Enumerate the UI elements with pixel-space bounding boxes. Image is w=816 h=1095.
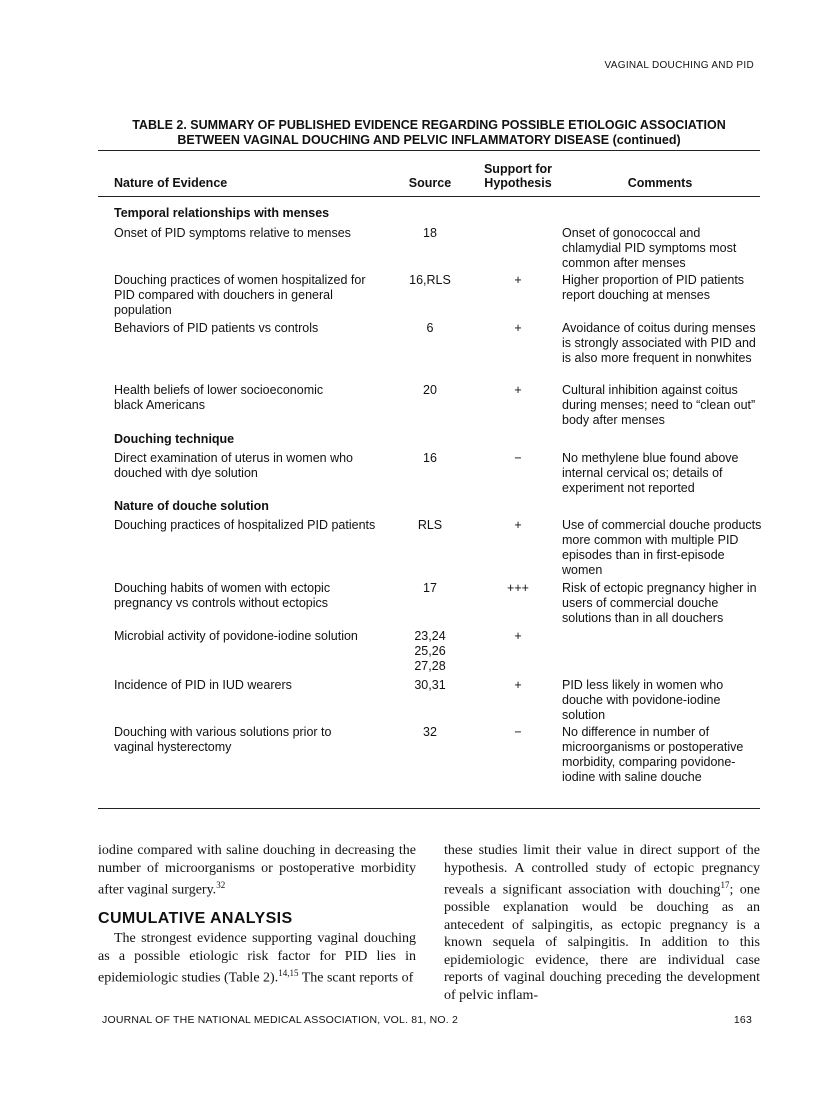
body-left-paragraph-1-text: iodine compared with saline douching in decreasing the number of microorganisms or postoperative morbidity after vaginal surgery. [98, 843, 416, 898]
row-7-support: +++ [507, 581, 529, 595]
row-6-comments: Use of commercial douche products more common with multiple PID episodes than in first-episode women [562, 518, 762, 577]
row-2-nature: Douching practices of women hospitalized for PID compared with douchers in general population [114, 273, 366, 317]
row-9-support: + [514, 678, 522, 692]
section-solution: Nature of douche solution [114, 499, 269, 513]
col-header-support-line-1: Support for [483, 162, 553, 176]
row-3-nature: Behaviors of PID patients vs controls [114, 321, 319, 335]
row-3-comments: Avoidance of coitus during menses is strongly associated with PID and is also more frequent in nonwhites [562, 321, 756, 365]
row-7-source: 17 [423, 581, 437, 595]
row-1-nature: Onset of PID symptoms relative to menses [114, 226, 351, 240]
row-9-nature: Incidence of PID in IUD wearers [114, 678, 292, 692]
footer-page-number: 163 [733, 1014, 752, 1026]
table-bottom-rule [98, 808, 760, 809]
row-6-support: + [514, 518, 522, 532]
row-8-support: + [514, 629, 522, 643]
row-4-comments: Cultural inhibition against coitus during menses; need to “clean out” body after menses [562, 383, 756, 427]
row-7-comments: Risk of ectopic pregnancy higher in users of commercial douche solutions than in all douchers [562, 581, 757, 625]
row-9-comments: PID less likely in women who douche with povidone-iodine solution [562, 678, 724, 722]
row-2-comments: Higher proportion of PID patients report douching at menses [562, 273, 745, 302]
section-technique: Douching technique [114, 432, 235, 446]
body-left-paragraph-2-text: The strongest evidence supporting vaginal douching as a possible etiologic risk factor for PID lies in epidemiologic studies (Table 2). [98, 931, 416, 986]
body-right-paragraph [444, 842, 760, 1004]
running-header: VAGINAL DOUCHING AND PID [604, 60, 754, 71]
col-header-nature: Nature of Evidence [114, 176, 228, 190]
section-temporal: Temporal relationships with menses [114, 206, 330, 220]
col-header-support [478, 162, 558, 190]
row-5-comments: No methylene blue found above internal cervical os; details of experiment not reported [562, 451, 739, 495]
col-header-comments: Comments [627, 176, 693, 190]
table-header-rule [98, 196, 760, 197]
body-right-paragraph-text-2: ; one possible explanation would be douching as an antecedent of salpingitis, as ectopic pregnancy is a known sequela of salpingitis. In addition to this epidemiologic evidence, there are individual case reports of vaginal douching preceding the development of pelvic inflam- [444, 882, 760, 1003]
row-3-source: 6 [426, 321, 434, 335]
row-9-source: 30,31 [414, 678, 446, 692]
table-top-rule [98, 150, 760, 151]
row-2-support: + [514, 273, 522, 287]
body-left-paragraph-2-tail: The scant reports of [298, 970, 414, 986]
row-2-source: 16,RLS [409, 273, 451, 287]
body-left-paragraph-1-ref: 32 [216, 880, 226, 890]
row-10-support: − [514, 725, 522, 739]
row-5-nature: Direct examination of uterus in women who douched with dye solution [114, 451, 354, 480]
row-4-source: 20 [423, 383, 437, 397]
body-left-paragraph-2 [98, 930, 416, 987]
row-7-nature: Douching habits of women with ectopic pregnancy vs controls without ectopics [114, 581, 331, 610]
body-left-paragraph-1 [98, 842, 416, 899]
row-10-nature: Douching with various solutions prior to vaginal hysterectomy [114, 725, 332, 754]
row-6-source: RLS [417, 518, 443, 532]
body-left-paragraph-2-ref: 14,15 [278, 968, 299, 978]
row-4-support: + [514, 383, 522, 397]
table-title-line-1: TABLE 2. SUMMARY OF PUBLISHED EVIDENCE REGARDING POSSIBLE ETIOLOGIC ASSOCIATION [132, 118, 726, 132]
row-5-support: − [514, 451, 522, 465]
section-heading-cumulative-analysis: CUMULATIVE ANALYSIS [98, 910, 293, 927]
table-title-line-2: BETWEEN VAGINAL DOUCHING AND PELVIC INFLAMMATORY DISEASE (continued) [177, 133, 681, 147]
row-10-comments: No difference in number of microorganisms or postoperative morbidity, comparing povidone-iodine with saline douche [562, 725, 744, 784]
table-title [98, 118, 760, 148]
row-4-nature: Health beliefs of lower socioeconomic black Americans [114, 383, 324, 412]
row-3-support: + [514, 321, 522, 335]
row-10-source: 32 [423, 725, 437, 739]
row-8-source: 23,24 25,26 27,28 [414, 629, 446, 673]
row-1-source: 18 [423, 226, 437, 240]
row-5-source: 16 [423, 451, 437, 465]
body-right-paragraph-text-1: these studies limit their value in direct support of the hypothesis. A controlled study of ectopic pregnancy reveals a significant association with douching [444, 843, 760, 898]
body-right-paragraph-ref: 17 [720, 880, 730, 890]
row-1-comments: Onset of gonococcal and chlamydial PID symptoms most common after menses [562, 226, 737, 270]
row-6-nature: Douching practices of hospitalized PID patients [114, 518, 376, 532]
col-header-support-line-2: Hypothesis [484, 176, 552, 190]
col-header-source: Source [408, 176, 452, 190]
row-8-nature: Microbial activity of povidone-iodine solution [114, 629, 358, 643]
footer-journal: JOURNAL OF THE NATIONAL MEDICAL ASSOCIATION, VOL. 81, NO. 2 [102, 1014, 459, 1026]
